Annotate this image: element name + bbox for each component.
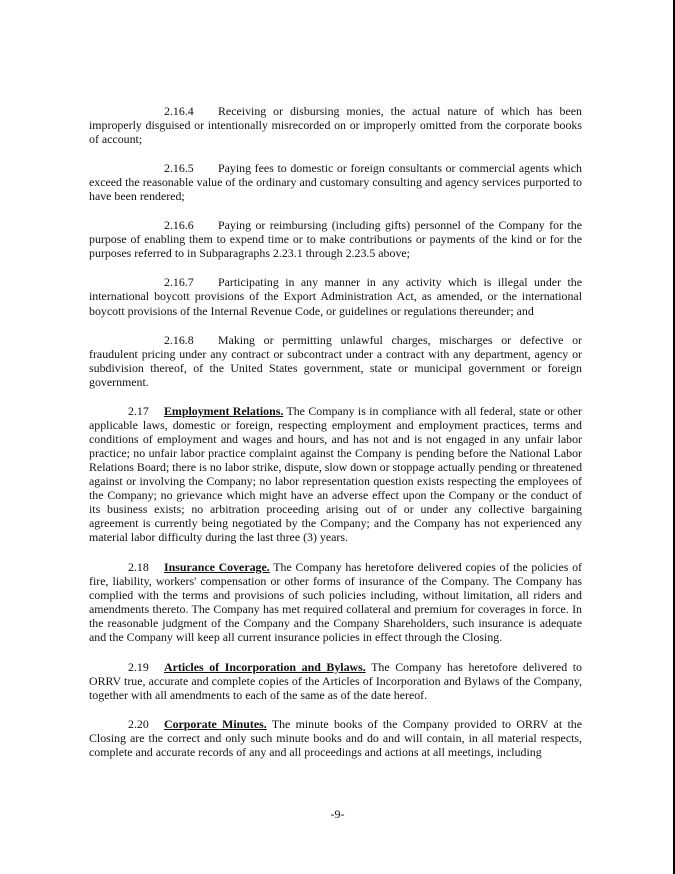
subparagraph-2-16-5 — [89, 161, 582, 203]
subparagraph-2-16-7 — [89, 275, 582, 317]
section-2-17 — [89, 404, 582, 544]
section-2-19 — [89, 660, 582, 702]
subparagraph-2-16-4 — [89, 104, 582, 146]
subparagraph-number: 2.16.4 — [164, 104, 194, 118]
subparagraph-2-16-8 — [89, 333, 582, 389]
page-number: -9- — [330, 807, 345, 821]
subparagraph-text: Participating in any manner in any activity which is illegal under the international boycott provisions of the Export Administration Act, as amended, or the international boycott provisions of the Internal Revenue Code, or guidelines or regulations thereunder; and — [89, 275, 582, 318]
section-number: 2.19 — [128, 659, 149, 674]
subparagraph-text: Receiving or disbursing monies, the actual nature of which has been improperly disguised or intentionally misrecorded on or improperly omitted from the corporate books of account; — [89, 104, 582, 147]
subparagraph-number: 2.16.6 — [164, 218, 194, 233]
section-text: The Company has heretofore delivered copies of the policies of fire, liability, workers' compensation or other forms of insurance of the Company. The Company has complied with the terms and provisions of such policies including, without limitation, all riders and amendments thereto. The Company has met required collateral and premium for coverages in force. In the reasonable judgment of the Company and the Company Shareholders, such insurance is adequate and the Company will keep all current insurance policies in effect through the Closing. — [89, 559, 582, 644]
subparagraph-number: 2.16.5 — [164, 161, 194, 176]
section-number: 2.18 — [128, 559, 149, 574]
subparagraph-text: Making or permitting unlawful charges, mischarges or defective or fraudulent pricing under any contract or subcontract under a contract with any department, agency or subdivision thereof, of the United States government, state or municipal government or foreign government. — [89, 332, 582, 389]
subparagraph-text: Paying or reimbursing (including gifts) personnel of the Company for the purpose of enabling them to expend time or to make contributions or payments of the kind or for the purposes referred to in Subparagraphs 2.23.1 through 2.23.5 above; — [89, 218, 582, 261]
subparagraph-number: 2.16.7 — [164, 275, 194, 290]
document-body — [89, 104, 582, 775]
section-heading: Corporate Minutes. — [164, 717, 267, 732]
section-heading: Insurance Coverage. — [164, 559, 270, 574]
section-heading: Articles of Incorporation and Bylaws. — [164, 659, 366, 674]
section-2-20 — [89, 717, 582, 759]
section-text: The Company is in compliance with all federal, state or other applicable laws, domestic or foreign, respecting employment and employment practices, terms and conditions of employment and wages and hours, and has not and is not engaged in any unfair labor practice; no unfair labor practice complaint against the Company is pending before the National Labor Relations Board; there is no labor strike, dispute, slow down or stoppage actually pending or threatened against or involving the Company; no labor representation question exists respecting the employees of the Company; no grievance which might have an adverse effect upon the Company or the conduct of its business exists; no arbitration proceeding arising out of or under any collective bargaining agreement is currently being negotiated by the Company; and the Company has not experienced any material labor difficulty during the last three (3) years. — [89, 403, 583, 545]
subparagraph-text: Paying fees to domestic or foreign consultants or commercial agents which exceed the reasonable value of the ordinary and customary consulting and agency services purported to have been rendered; — [89, 161, 582, 204]
section-number: 2.20 — [128, 717, 149, 732]
section-text: The Company has heretofore delivered to ORRV true, accurate and complete copies of the Articles of Incorporation and Bylaws of the Company, together with all amendments to each of the same as of the date hereof. — [89, 659, 582, 702]
subparagraph-number: 2.16.8 — [164, 332, 194, 347]
section-heading: Employment Relations. — [164, 403, 284, 418]
section-2-18 — [89, 560, 582, 644]
section-text: The minute books of the Company provided to ORRV at the Closing are the correct and only such minute books and do and will contain, in all material respects, complete and accurate records of any and all proceedings and actions at all meetings, including — [89, 717, 582, 760]
section-number: 2.17 — [128, 403, 149, 418]
subparagraph-2-16-6 — [89, 218, 582, 260]
